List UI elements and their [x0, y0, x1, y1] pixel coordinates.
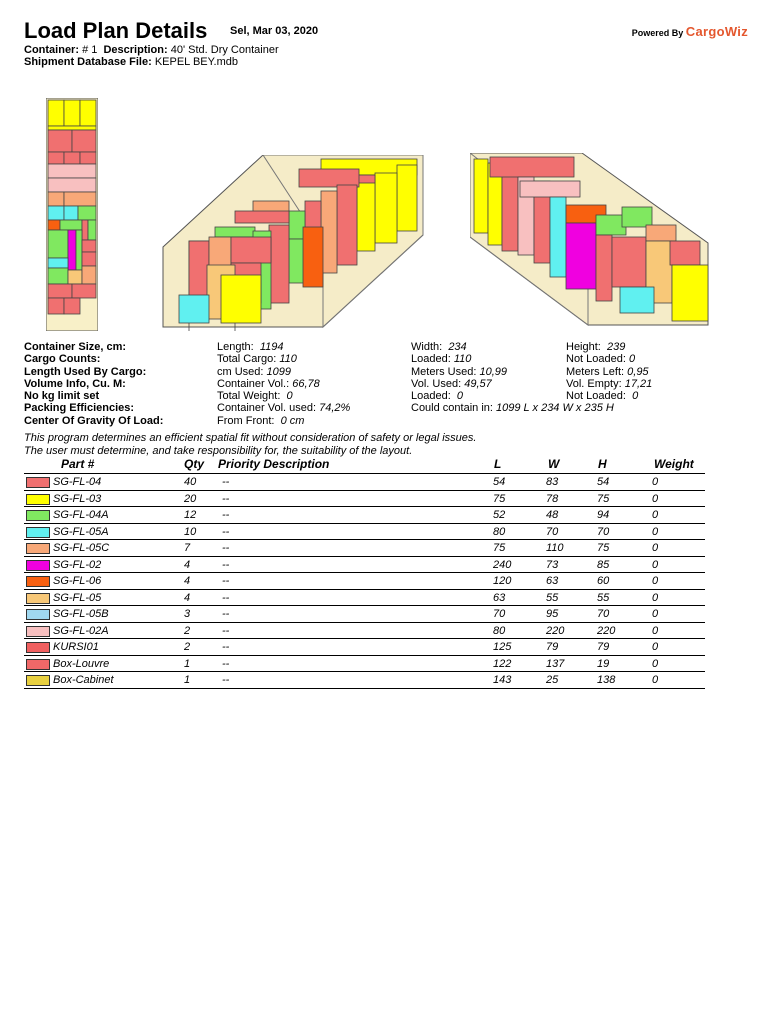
quantity-cell: 2 [184, 624, 191, 637]
page-title: Load Plan Details [24, 18, 208, 43]
height-cell: 60 [597, 575, 610, 587]
color-swatch [26, 527, 50, 538]
height-cell: 70 [597, 525, 610, 538]
meters-left-label: Meters Left: [566, 365, 625, 378]
height-field [566, 341, 625, 353]
header-h: H [598, 457, 607, 471]
container-value: # 1 [82, 44, 98, 56]
table-row [24, 639, 705, 656]
weight-cell: 0 [652, 608, 659, 620]
width-value: 234 [448, 341, 467, 353]
parts-table [24, 455, 705, 689]
meters-used-field [411, 366, 507, 378]
quantity-cell: 3 [184, 608, 191, 620]
height-cell: 138 [597, 674, 616, 686]
database-value: KEPEL BEY.mdb [154, 56, 238, 68]
priority-cell: -- [222, 575, 230, 587]
length-cell: 80 [493, 525, 506, 538]
height-label: Height: [566, 341, 601, 353]
priority-cell: -- [222, 608, 230, 620]
powered-by [632, 24, 748, 39]
header-priority-description [218, 457, 329, 471]
header-priority: Priority [218, 457, 261, 471]
loaded-value: 110 [453, 353, 472, 366]
length-cell: 80 [493, 624, 506, 637]
vol-used-field [411, 378, 492, 390]
length-cell: 125 [493, 641, 512, 653]
meters-used-value: 10,99 [479, 365, 508, 378]
cm-used-field [217, 366, 291, 378]
quantity-cell: 1 [184, 674, 191, 686]
length-field [217, 341, 283, 353]
part-number-cell: SG-FL-02A [53, 624, 109, 637]
height-cell: 70 [597, 608, 610, 620]
table-row [24, 507, 705, 524]
header-description: Description [263, 457, 330, 471]
width-cell: 78 [546, 492, 559, 505]
priority-cell: -- [222, 525, 230, 538]
meters-used-label: Meters Used: [411, 365, 477, 378]
disclaimer [24, 432, 476, 457]
table-row [24, 557, 705, 574]
weight-loaded-value: 0 [456, 390, 464, 403]
quantity-cell: 4 [184, 591, 191, 604]
width-cell: 48 [546, 509, 559, 521]
part-number-cell: Box-Louvre [53, 657, 110, 670]
priority-cell: -- [222, 558, 230, 571]
report-date: Sel, Mar 03, 2020 [230, 25, 319, 37]
table-row [24, 656, 705, 673]
weight-not-loaded-value: 0 [632, 390, 639, 403]
meters-left-value: 0,95 [627, 365, 649, 378]
length-cell: 54 [493, 476, 506, 488]
container-3d-view-rear [470, 153, 710, 329]
meters-left-field [566, 366, 649, 378]
container-label: Container: [24, 44, 79, 56]
height-cell: 54 [597, 476, 610, 488]
loaded-field [411, 353, 471, 365]
color-swatch [26, 477, 50, 488]
vol-used-label: Vol. Used: [411, 377, 462, 390]
weight-cell: 0 [652, 575, 659, 587]
parts-table-body [24, 474, 705, 689]
part-number-cell: SG-FL-04A [53, 509, 109, 521]
vol-empty-field [566, 378, 652, 390]
weight-cell: 0 [652, 657, 659, 670]
part-number-cell: Box-Cabinet [53, 674, 114, 686]
length-label: Length: [217, 341, 254, 353]
not-loaded-label: Not Loaded: [566, 353, 626, 366]
table-row [24, 590, 705, 607]
weight-cell: 0 [652, 509, 659, 521]
header-weight: Weight [654, 457, 694, 471]
length-value: 1194 [259, 341, 284, 353]
color-swatch [26, 560, 50, 571]
length-cell: 70 [493, 608, 506, 620]
width-cell: 25 [546, 674, 559, 686]
quantity-cell: 12 [184, 509, 197, 521]
part-number-cell: SG-FL-06 [53, 575, 102, 587]
table-row [24, 491, 705, 508]
cm-used-value: 1099 [266, 365, 292, 378]
database-line [24, 56, 238, 68]
weight-cell: 0 [652, 558, 659, 571]
part-number-cell: SG-FL-05C [53, 542, 110, 554]
width-cell: 220 [546, 624, 565, 637]
table-row [24, 672, 705, 689]
total-weight-field [217, 390, 293, 402]
color-swatch [26, 675, 50, 686]
total-weight-label: Total Weight: [217, 390, 281, 403]
table-row [24, 606, 705, 623]
quantity-cell: 1 [184, 657, 191, 670]
weight-label: No kg limit set [24, 390, 100, 403]
header-qty: Qty [184, 457, 205, 471]
color-swatch [26, 593, 50, 604]
length-used-label: Length Used By Cargo: [24, 365, 147, 378]
volume-info-label: Volume Info, Cu. M: [24, 377, 126, 390]
priority-cell: -- [222, 657, 230, 670]
width-cell: 73 [546, 558, 559, 571]
width-label: Width: [411, 341, 443, 353]
could-contain-field [411, 402, 614, 414]
weight-cell: 0 [652, 641, 659, 653]
total-weight-value: 0 [286, 390, 293, 403]
quantity-cell: 7 [184, 542, 191, 554]
could-contain-label: Could contain in: [411, 402, 493, 415]
width-cell: 110 [546, 542, 564, 554]
priority-cell: -- [222, 492, 230, 505]
priority-cell: -- [222, 674, 230, 686]
color-swatch [26, 659, 50, 670]
parts-table-header [24, 455, 705, 474]
color-swatch [26, 576, 50, 587]
part-number-cell: KURSI01 [53, 641, 99, 653]
container-vol-value: 66,78 [292, 377, 320, 390]
container-line [24, 44, 279, 56]
weight-cell: 0 [652, 591, 659, 604]
color-swatch [26, 510, 50, 521]
color-swatch [26, 626, 50, 637]
not-loaded-field [566, 353, 635, 365]
vol-empty-value: 17,21 [624, 377, 653, 390]
length-cell: 120 [493, 575, 512, 587]
table-row [24, 623, 705, 640]
cm-used-label: cm Used: [217, 365, 264, 378]
container-3d-view-front [161, 155, 425, 331]
height-cell: 94 [597, 509, 610, 521]
weight-cell: 0 [652, 542, 659, 554]
total-cargo-value: 110 [279, 353, 297, 366]
weight-loaded-label: Loaded: [411, 390, 451, 403]
width-cell: 137 [546, 657, 565, 670]
header-l: L [494, 457, 502, 471]
description-label: Description: [103, 44, 168, 56]
weight-cell: 0 [652, 674, 659, 686]
from-front-value: 0 cm [280, 414, 305, 427]
quantity-cell: 2 [184, 641, 191, 653]
weight-cell: 0 [652, 525, 659, 538]
quantity-cell: 20 [184, 492, 197, 505]
color-swatch [26, 494, 50, 505]
width-cell: 63 [546, 575, 559, 587]
packing-vol-used-value: 74,2% [319, 402, 351, 415]
disclaimer-line-2: The user must determine, and take responsibility for, the suitability of the layout. [24, 444, 413, 457]
packing-label: Packing Efficiencies: [24, 402, 135, 415]
width-field [411, 341, 467, 353]
container-vol-field [217, 378, 320, 390]
container-top-view [46, 98, 98, 331]
total-cargo-label: Total Cargo: [217, 353, 277, 366]
cargowiz-logo: CargoWiz [685, 24, 748, 39]
vol-used-value: 49,57 [464, 377, 492, 390]
height-cell: 220 [597, 624, 616, 637]
container-vol-label: Container Vol.: [217, 377, 290, 390]
loaded-label: Loaded: [411, 353, 451, 366]
height-cell: 55 [597, 591, 610, 604]
header-w: W [548, 457, 560, 471]
vol-empty-label: Vol. Empty: [566, 377, 622, 390]
height-cell: 85 [597, 558, 610, 571]
could-contain-value: 1099 L x 234 W x 235 H [496, 402, 614, 415]
not-loaded-value: 0 [629, 353, 636, 366]
length-cell: 122 [493, 657, 512, 670]
weight-not-loaded-label: Not Loaded: [566, 390, 626, 403]
table-row [24, 474, 705, 491]
color-swatch [26, 609, 50, 620]
quantity-cell: 10 [184, 525, 197, 538]
part-number-cell: SG-FL-05 [53, 591, 102, 604]
priority-cell: -- [222, 542, 230, 554]
priority-cell: -- [222, 509, 230, 521]
width-cell: 70 [546, 525, 559, 538]
quantity-cell: 4 [184, 575, 191, 587]
quantity-cell: 40 [184, 476, 197, 488]
priority-cell: -- [222, 476, 230, 488]
table-row [24, 540, 705, 557]
part-number-cell: SG-FL-05A [53, 525, 109, 538]
length-cell: 75 [493, 492, 506, 505]
length-cell: 52 [493, 509, 506, 521]
priority-cell: -- [222, 591, 230, 604]
gravity-label: Center Of Gravity Of Load: [24, 414, 164, 427]
part-number-cell: SG-FL-04 [53, 476, 102, 488]
part-number-cell: SG-FL-02 [53, 558, 102, 571]
disclaimer-line-1: This program determines an efficient spatial fit without consideration of safety or legal issues. [24, 432, 477, 444]
length-cell: 75 [493, 542, 506, 554]
height-cell: 75 [597, 492, 610, 505]
part-number-cell: SG-FL-03 [53, 492, 102, 505]
from-front-field [217, 415, 304, 427]
weight-cell: 0 [652, 476, 659, 488]
from-front-label: From Front: [217, 414, 275, 427]
height-cell: 75 [597, 542, 610, 554]
height-cell: 79 [597, 641, 610, 653]
width-cell: 95 [546, 608, 559, 620]
height-cell: 19 [597, 657, 610, 670]
width-cell: 55 [546, 591, 559, 604]
length-cell: 63 [493, 591, 506, 604]
weight-cell: 0 [652, 492, 659, 505]
weight-not-loaded-field [566, 390, 638, 402]
quantity-cell: 4 [184, 558, 191, 571]
table-row [24, 573, 705, 590]
length-cell: 240 [493, 558, 512, 571]
powered-by-label: Powered By [631, 28, 684, 38]
width-cell: 79 [546, 641, 559, 653]
cargo-counts-label: Cargo Counts: [24, 353, 101, 366]
priority-cell: -- [222, 641, 230, 653]
priority-cell: -- [222, 624, 230, 637]
length-cell: 143 [493, 674, 512, 686]
container-size-label: Container Size, cm: [24, 341, 127, 353]
description-value: 40' Std. Dry Container [170, 44, 279, 56]
color-swatch [26, 543, 50, 554]
height-value: 239 [606, 341, 626, 353]
header-part: Part # [61, 457, 95, 471]
total-cargo-field [217, 353, 297, 365]
width-cell: 83 [546, 476, 559, 488]
table-row [24, 524, 705, 541]
packing-vol-used-field [217, 402, 350, 414]
color-swatch [26, 642, 50, 653]
weight-cell: 0 [652, 624, 659, 637]
weight-loaded-field [411, 390, 463, 402]
database-label: Shipment Database File: [24, 56, 152, 68]
part-number-cell: SG-FL-05B [53, 608, 109, 620]
packing-vol-used-label: Container Vol. used: [217, 402, 317, 415]
